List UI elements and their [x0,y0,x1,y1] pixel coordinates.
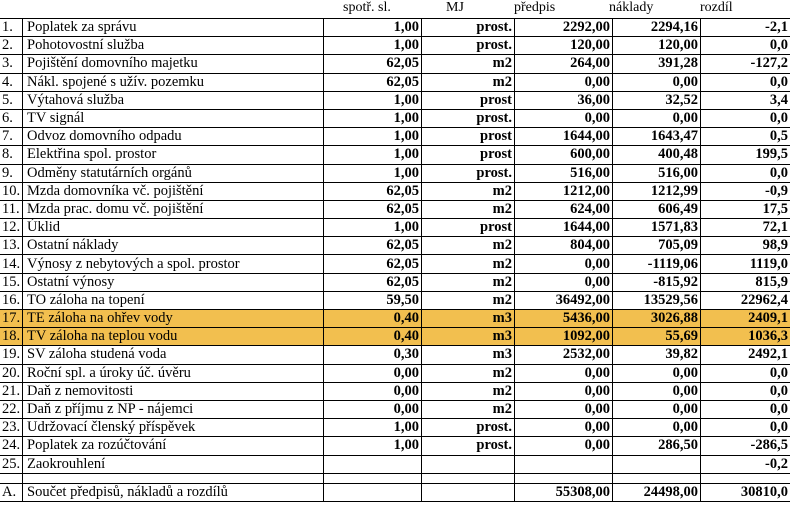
predpis-value: 264,00 [515,55,613,73]
table-row [0,91,790,109]
spacer-cell [515,473,613,483]
naklady-value: 0,00 [613,400,701,418]
unit-value: m2 [422,364,515,382]
unit-value: prost [422,128,515,146]
table-row [0,364,790,382]
item-name: Odvoz domovního odpadu [23,128,324,146]
predpis-value: 516,00 [515,164,613,182]
spacer-cell [701,473,790,483]
rozdil-value: 199,5 [701,146,790,164]
naklady-value: 32,52 [613,91,701,109]
header-predpis: předpis [514,0,556,15]
header-spotr: spotř. sl. [343,0,391,15]
naklady-value: 39,82 [613,346,701,364]
unit-value: prost. [422,109,515,127]
rozdil-value: 3,4 [701,91,790,109]
item-name: Mzda domovníka vč. pojištění [23,182,324,200]
rozdil-value: 0,5 [701,128,790,146]
total-spotr-value [324,483,422,501]
naklady-value: 2294,16 [613,19,701,37]
table-row [0,182,790,200]
predpis-value: 624,00 [515,200,613,218]
row-number: 19. [0,346,23,364]
naklady-value: 400,48 [613,146,701,164]
rozdil-value: 17,5 [701,200,790,218]
row-number: 1. [0,19,23,37]
rozdil-value: 1119,0 [701,255,790,273]
spotr-value: 1,00 [324,419,422,437]
table-row [0,19,790,37]
rozdil-value: -127,2 [701,55,790,73]
total-naklady-value: 24498,00 [613,483,701,501]
item-name: TV signál [23,109,324,127]
item-name: Ostatní náklady [23,237,324,255]
item-name: Nákl. spojené s užív. pozemku [23,73,324,91]
rozdil-value: -0,2 [701,455,790,473]
item-name: TV záloha na teplou vodu [23,328,324,346]
naklady-value: 3026,88 [613,310,701,328]
table-row [0,291,790,309]
rozdil-value: 815,9 [701,273,790,291]
unit-value: m2 [422,200,515,218]
unit-value: m2 [422,73,515,91]
row-number: 15. [0,273,23,291]
naklady-value: 1212,99 [613,182,701,200]
table-row [0,164,790,182]
table-row [0,419,790,437]
predpis-value: 600,00 [515,146,613,164]
total-item-name: Součet předpisů, nákladů a rozdílů [23,483,324,501]
total-rozdil-value: 30810,0 [701,483,790,501]
table-row [0,346,790,364]
rozdil-value: -2,1 [701,19,790,37]
naklady-value: -815,92 [613,273,701,291]
rozdil-value: -286,5 [701,437,790,455]
table-row [0,200,790,218]
table-row [0,237,790,255]
spacer-cell [23,473,324,483]
rozdil-value: 0,0 [701,109,790,127]
unit-value: prost [422,91,515,109]
predpis-value: 0,00 [515,73,613,91]
unit-value: m2 [422,273,515,291]
table-row [0,273,790,291]
unit-value [422,455,515,473]
table-row [0,73,790,91]
row-number: 22. [0,400,23,418]
predpis-value [515,455,613,473]
spotr-value: 62,05 [324,237,422,255]
header-rozdil: rozdíl [700,0,733,15]
table-row [0,455,790,473]
row-number: 9. [0,164,23,182]
rozdil-value: 0,0 [701,382,790,400]
table-row [0,128,790,146]
spotr-value: 1,00 [324,146,422,164]
row-number: 7. [0,128,23,146]
unit-value: m2 [422,182,515,200]
unit-value: prost [422,219,515,237]
naklady-value: 705,09 [613,237,701,255]
item-name: Daň z nemovitosti [23,382,324,400]
naklady-value: -1119,06 [613,255,701,273]
row-number: 16. [0,291,23,309]
header-naklady: náklady [609,0,654,15]
table-row [0,328,790,346]
spotr-value: 1,00 [324,164,422,182]
unit-value: m2 [422,400,515,418]
naklady-value: 1571,83 [613,219,701,237]
spotr-value: 0,40 [324,328,422,346]
naklady-value: 286,50 [613,437,701,455]
unit-value: m2 [422,255,515,273]
item-name: Odměny statutárních orgánů [23,164,324,182]
unit-value: m3 [422,310,515,328]
rozdil-value: 1036,3 [701,328,790,346]
unit-value: m2 [422,237,515,255]
spotr-value: 62,05 [324,273,422,291]
spotr-value: 0,00 [324,400,422,418]
row-number: 12. [0,219,23,237]
naklady-value: 516,00 [613,164,701,182]
unit-value: prost [422,146,515,164]
naklady-value [613,455,701,473]
item-name: Ostatní výnosy [23,273,324,291]
predpis-value: 1644,00 [515,219,613,237]
item-name: Mzda prac. domu vč. pojištění [23,200,324,218]
spotr-value: 1,00 [324,37,422,55]
row-number: 5. [0,91,23,109]
naklady-value: 0,00 [613,382,701,400]
table-row [0,55,790,73]
row-number: 17. [0,310,23,328]
spotr-value: 62,05 [324,55,422,73]
item-name: Udržovací členský příspěvek [23,419,324,437]
spotr-value: 59,50 [324,291,422,309]
predpis-value: 2532,00 [515,346,613,364]
naklady-value: 55,69 [613,328,701,346]
row-number: 24. [0,437,23,455]
naklady-value: 0,00 [613,364,701,382]
rozdil-value: 0,0 [701,400,790,418]
spotr-value: 1,00 [324,109,422,127]
item-name: TE záloha na ohřev vody [23,310,324,328]
rozdil-value: 2492,1 [701,346,790,364]
predpis-value: 0,00 [515,255,613,273]
predpis-value: 0,00 [515,419,613,437]
billing-table [0,18,790,502]
row-number: 21. [0,382,23,400]
rozdil-value: 98,9 [701,237,790,255]
item-name: Zaokrouhlení [23,455,324,473]
billing-table-body [0,19,790,502]
rozdil-value: 0,0 [701,164,790,182]
row-number: 3. [0,55,23,73]
table-row [0,310,790,328]
spotr-value: 1,00 [324,437,422,455]
unit-value: m2 [422,55,515,73]
item-name: Elektřina spol. prostor [23,146,324,164]
table-row [0,109,790,127]
spotr-value: 62,05 [324,73,422,91]
row-number: 20. [0,364,23,382]
row-number: 8. [0,146,23,164]
spacer-cell [422,473,515,483]
table-header [0,0,760,18]
row-number: 10. [0,182,23,200]
total-row-number: A. [0,483,23,501]
total-unit-value [422,483,515,501]
naklady-value: 606,49 [613,200,701,218]
predpis-value: 36,00 [515,91,613,109]
table-row [0,255,790,273]
rozdil-value: 0,0 [701,73,790,91]
predpis-value: 804,00 [515,237,613,255]
unit-value: prost. [422,419,515,437]
predpis-value: 2292,00 [515,19,613,37]
naklady-value: 391,28 [613,55,701,73]
item-name: Pojištění domovního majetku [23,55,324,73]
row-number: 13. [0,237,23,255]
row-number: 2. [0,37,23,55]
naklady-value: 0,00 [613,73,701,91]
spacer-cell [613,473,701,483]
rozdil-value: 22962,4 [701,291,790,309]
spacer-cell [324,473,422,483]
predpis-value: 0,00 [515,109,613,127]
unit-value: prost. [422,19,515,37]
spotr-value: 1,00 [324,128,422,146]
spotr-value: 1,00 [324,219,422,237]
item-name: Pohotovostní služba [23,37,324,55]
item-name: TO záloha na topení [23,291,324,309]
item-name: Úklid [23,219,324,237]
predpis-value: 120,00 [515,37,613,55]
predpis-value: 0,00 [515,364,613,382]
predpis-value: 0,00 [515,382,613,400]
spotr-value: 1,00 [324,19,422,37]
predpis-value: 0,00 [515,437,613,455]
predpis-value: 0,00 [515,273,613,291]
table-row [0,437,790,455]
spotr-value: 62,05 [324,255,422,273]
rozdil-value: 0,0 [701,364,790,382]
spotr-value: 0,40 [324,310,422,328]
table-row [0,382,790,400]
header-mj: MJ [446,0,464,15]
rozdil-value: 0,0 [701,419,790,437]
item-name: Roční spl. a úroky úč. úvěru [23,364,324,382]
spotr-value: 1,00 [324,91,422,109]
unit-value: prost. [422,164,515,182]
rozdil-value: -0,9 [701,182,790,200]
rozdil-value: 2409,1 [701,310,790,328]
naklady-value: 0,00 [613,419,701,437]
table-row [0,219,790,237]
item-name: Daň z příjmu z NP - nájemci [23,400,324,418]
row-number: 4. [0,73,23,91]
spacer-row [0,473,790,483]
item-name: SV záloha studená voda [23,346,324,364]
predpis-value: 1092,00 [515,328,613,346]
spotr-value: 62,05 [324,200,422,218]
predpis-value: 1644,00 [515,128,613,146]
row-number: 14. [0,255,23,273]
spotr-value [324,455,422,473]
unit-value: m2 [422,382,515,400]
unit-value: m3 [422,346,515,364]
naklady-value: 13529,56 [613,291,701,309]
unit-value: prost. [422,37,515,55]
row-number: 23. [0,419,23,437]
naklady-value: 0,00 [613,109,701,127]
unit-value: prost. [422,437,515,455]
spotr-value: 0,00 [324,382,422,400]
unit-value: m3 [422,328,515,346]
predpis-value: 0,00 [515,400,613,418]
spotr-value: 0,30 [324,346,422,364]
item-name: Výtahová služba [23,91,324,109]
rozdil-value: 0,0 [701,37,790,55]
item-name: Výnosy z nebytových a spol. prostor [23,255,324,273]
item-name: Poplatek za správu [23,19,324,37]
item-name: Poplatek za rozúčtování [23,437,324,455]
row-number: 6. [0,109,23,127]
total-predpis-value: 55308,00 [515,483,613,501]
spacer-cell [0,473,23,483]
row-number: 11. [0,200,23,218]
predpis-value: 36492,00 [515,291,613,309]
predpis-value: 5436,00 [515,310,613,328]
predpis-value: 1212,00 [515,182,613,200]
naklady-value: 120,00 [613,37,701,55]
spotr-value: 0,00 [324,364,422,382]
row-number: 18. [0,328,23,346]
row-number: 25. [0,455,23,473]
rozdil-value: 72,1 [701,219,790,237]
spotr-value: 62,05 [324,182,422,200]
table-row [0,37,790,55]
table-row [0,146,790,164]
unit-value: m2 [422,291,515,309]
naklady-value: 1643,47 [613,128,701,146]
total-row [0,483,790,501]
table-row [0,400,790,418]
